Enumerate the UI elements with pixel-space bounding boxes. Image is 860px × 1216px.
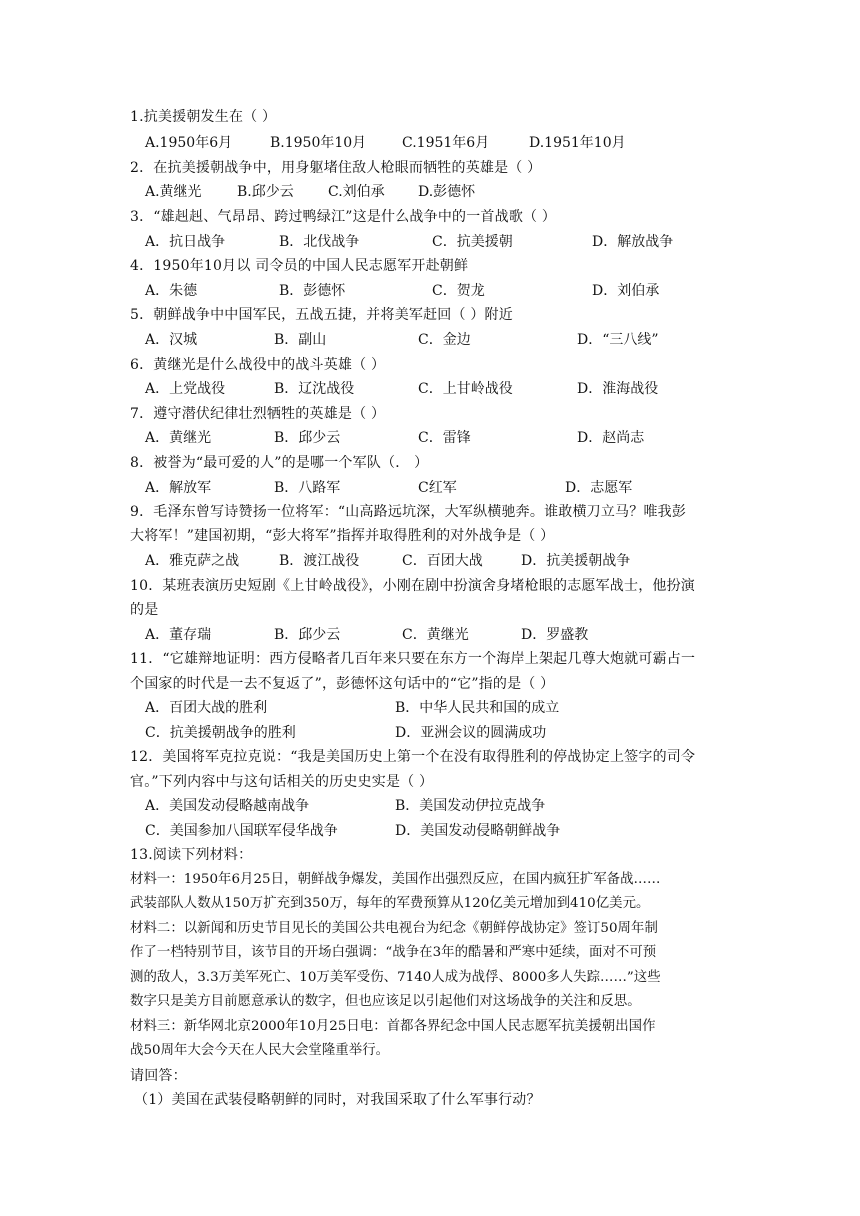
material-line: 战50周年大会今天在人民大会堂隆重举行。	[130, 1043, 390, 1058]
option-a: A．黄继光	[145, 430, 212, 446]
option-d: D．志愿军	[565, 480, 633, 496]
option-d: D．美国发动侵略朝鲜战争	[395, 823, 561, 839]
option-b: B．渡江战役	[279, 553, 360, 569]
option-d: D．淮海战役	[577, 381, 659, 397]
option-a: A．百团大战的胜利	[145, 700, 268, 716]
option-a: A．朱德	[145, 283, 198, 299]
option-a: A．汉城	[145, 332, 198, 348]
question-9-stem-line2: 大将军！”建国初期，“彭大将军”指挥并取得胜利的对外战争是（ ）	[130, 528, 555, 544]
option-a: A．解放军	[145, 480, 212, 496]
option-c: C．贺龙	[432, 283, 485, 299]
option-b: B．彭德怀	[279, 283, 346, 299]
option-a: A.1950年6月	[145, 135, 233, 151]
option-b: B．北伐战争	[279, 234, 360, 250]
material-line: 数字只是美方目前愿意承认的数字，但也应该足以引起他们对这场战争的关注和反思。	[130, 994, 641, 1009]
option-d: D．刘伯承	[592, 283, 660, 299]
question-12-stem-line1: 12．美国将军克拉克说：“我是美国历史上第一个在没有取得胜利的停战协定上签字的司令	[130, 749, 696, 765]
sub-question-1: （1）美国在武装侵略朝鲜的同时，对我国采取了什么军事行动？	[134, 1092, 541, 1108]
option-c: C红军	[418, 480, 457, 496]
question-3-stem: 3．“雄赳赳、气昂昂、跨过鸭绿江”这是什么战争中的一首战歌（ ）	[130, 209, 557, 225]
material-line: 测的敌人，3.3万美军死亡、10万美军受伤、7140人成为战俘、8000多人失踪……”这些	[130, 970, 661, 985]
option-d: D.1951年10月	[529, 135, 626, 151]
option-d: D.彭德怀	[418, 184, 476, 200]
material-line: 材料三：新华网北京2000年10月25日电：首都各界纪念中国人民志愿军抗美援朝出国作	[130, 1019, 656, 1034]
option-c: C．金边	[418, 332, 471, 348]
option-c: C．黄继光	[402, 627, 469, 643]
material-line: 武装部队人数从150万扩充到350万，每年的军费预算从120亿美元增加到410亿美元。	[130, 896, 650, 911]
question-12-stem-line2: 官。”下列内容中与这句话相关的历史史实是（ ）	[130, 774, 434, 790]
question-10-stem-line2: 的是	[130, 602, 159, 618]
option-c: C．百团大战	[402, 553, 483, 569]
option-d: D．赵尚志	[577, 430, 645, 446]
option-c: C．抗美援朝战争的胜利	[145, 725, 296, 741]
option-a: A．抗日战争	[145, 234, 226, 250]
option-a: A．上党战役	[145, 381, 226, 397]
question-1-stem: 1.抗美援朝发生在（ ）	[130, 109, 277, 125]
option-d: D．亚洲会议的圆满成功	[395, 725, 547, 741]
question-10-stem-line1: 10．某班表演历史短剧《上甘岭战役》，小刚在剧中扮演舍身堵枪眼的志愿军战士，他扮演	[130, 578, 696, 594]
question-7-stem: 7．遵守潜伏纪律壮烈牺牲的英雄是（ ）	[130, 406, 386, 422]
option-c: C．抗美援朝	[432, 234, 513, 250]
option-b: B．中华人民共和国的成立	[395, 700, 560, 716]
question-9-stem-line1: 9．毛泽东曾写诗赞扬一位将军：“山高路远坑深，大军纵横驰奔。谁敢横刀立马？唯我彭	[130, 504, 687, 520]
option-a: A.黄继光	[145, 184, 202, 200]
option-b: B．辽沈战役	[274, 381, 355, 397]
question-4-stem: 4．1950年10月以 司令员的中国人民志愿军开赴朝鲜	[130, 258, 469, 274]
option-c: C．雷锋	[418, 430, 471, 446]
option-d: D．解放战争	[592, 234, 674, 250]
question-5-stem: 5．朝鲜战争中中国军民，五战五捷，并将美军赶回（ ）附近	[130, 307, 513, 323]
option-a: A．董存瑞	[145, 627, 212, 643]
question-6-stem: 6．黄继光是什么战役中的战斗英雄（ ）	[130, 357, 386, 373]
option-b: B.邱少云	[237, 184, 294, 200]
answer-prompt: 请回答：	[130, 1068, 187, 1084]
option-b: B．邱少云	[274, 627, 341, 643]
option-d: D．罗盛教	[521, 627, 589, 643]
option-c: C．美国参加八国联军侵华战争	[145, 823, 338, 839]
question-8-stem: 8．被誉为“最可爱的人”的是哪一个军队（． ）	[130, 455, 429, 471]
material-line: 材料一：1950年6月25日，朝鲜战争爆发，美国作出强烈反应，在国内疯狂扩军备战……	[130, 872, 661, 887]
material-line: 材料二：以新闻和历史节目见长的美国公共电视台为纪念《朝鲜停战协定》签订50周年制	[130, 921, 658, 936]
option-a: A．雅克萨之战	[145, 553, 240, 569]
option-b: B.1950年10月	[270, 135, 367, 151]
option-d: D．“三八线”	[577, 332, 659, 348]
question-11-stem-line2: 个国家的时代是一去不复返了”，彭德怀这句话中的“它”指的是（ ）	[130, 676, 555, 692]
question-11-stem-line1: 11．“它雄辩地证明：西方侵略者几百年来只要在东方一个海岸上架起几尊大炮就可霸占一	[130, 651, 696, 667]
question-13-heading: 13.阅读下列材料：	[130, 847, 253, 863]
option-c: C．上甘岭战役	[418, 381, 513, 397]
option-c: C.1951年6月	[402, 135, 490, 151]
option-b: B．美国发动伊拉克战争	[395, 798, 546, 814]
option-c: C.刘伯承	[328, 184, 385, 200]
option-b: B．邱少云	[274, 430, 341, 446]
question-2-stem: 2．在抗美援朝战争中，用身躯堵住敌人枪眼而牺牲的英雄是（ ）	[130, 160, 542, 176]
option-b: B．副山	[274, 332, 327, 348]
option-a: A．美国发动侵略越南战争	[145, 798, 310, 814]
material-line: 作了一档特别节目，该节目的开场白强调：“战争在3年的酷暑和严寒中延续，面对不可预	[130, 945, 657, 960]
option-b: B．八路军	[274, 480, 341, 496]
option-d: D．抗美援朝战争	[521, 553, 631, 569]
